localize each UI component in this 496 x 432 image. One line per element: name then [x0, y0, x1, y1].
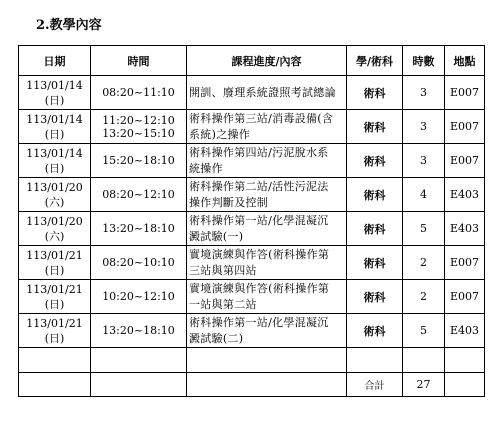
time-text: 11:20~12:10 — [102, 113, 175, 127]
hours-cell: 5 — [403, 314, 445, 348]
content-text: 術科操作第二站/活性污泥法 — [189, 179, 329, 193]
table-row — [19, 110, 485, 144]
type-cell: 術科 — [347, 314, 403, 348]
content-cell — [187, 76, 347, 110]
date-cell — [19, 212, 91, 246]
type-cell: 術科 — [347, 178, 403, 212]
weekday-text: (日) — [44, 263, 65, 277]
total-hours: 27 — [403, 373, 445, 397]
content-cell — [187, 144, 347, 178]
empty-cell — [187, 373, 347, 397]
type-cell: 術科 — [347, 110, 403, 144]
header-time: 時間 — [91, 46, 187, 76]
location-cell: E007 — [445, 144, 485, 178]
content-text: 澱試驗(二) — [189, 331, 244, 345]
location-cell: E403 — [445, 178, 485, 212]
type-cell: 術科 — [347, 76, 403, 110]
hours-cell: 5 — [403, 212, 445, 246]
time-cell — [91, 178, 187, 212]
table-row — [19, 212, 485, 246]
content-text: 實境演練與作答(術科操作第 — [189, 247, 330, 261]
header-location: 地點 — [445, 46, 485, 76]
empty-cell — [403, 348, 445, 373]
date-text: 113/01/21 — [26, 316, 83, 330]
time-text: 08:20~11:10 — [102, 86, 175, 99]
content-cell — [187, 314, 347, 348]
table-row — [19, 314, 485, 348]
content-text: 術科操作第三站/消毒設備(含 — [189, 111, 334, 125]
hours-cell: 2 — [403, 280, 445, 314]
location-cell: E007 — [445, 246, 485, 280]
time-text: 13:20~18:10 — [102, 324, 175, 337]
date-text: 113/01/20 — [26, 214, 83, 228]
date-cell — [19, 246, 91, 280]
date-cell — [19, 110, 91, 144]
time-text: 13:20~15:10 — [102, 126, 175, 140]
date-text: 113/01/14 — [26, 112, 83, 126]
date-cell — [19, 144, 91, 178]
header-row — [19, 46, 485, 76]
time-text: 10:20~12:10 — [102, 290, 175, 303]
empty-cell — [91, 373, 187, 397]
empty-cell — [187, 348, 347, 373]
time-text: 08:20~10:10 — [102, 256, 175, 269]
location-cell: E007 — [445, 110, 485, 144]
time-cell — [91, 110, 187, 144]
weekday-text: (日) — [44, 331, 65, 345]
hours-cell: 2 — [403, 246, 445, 280]
weekday-text: (日) — [44, 161, 65, 175]
time-cell — [91, 246, 187, 280]
content-text: 統操作 — [189, 161, 223, 175]
time-text: 08:20~12:10 — [102, 188, 175, 201]
section-title: 2.教學內容 — [36, 18, 102, 33]
total-label: 合計 — [347, 373, 403, 397]
location-cell: E403 — [445, 314, 485, 348]
date-cell — [19, 76, 91, 110]
empty-cell — [445, 348, 485, 373]
table-row — [19, 178, 485, 212]
date-text: 113/01/14 — [26, 78, 83, 92]
table-row — [19, 76, 485, 110]
hours-cell: 3 — [403, 110, 445, 144]
empty-cell — [347, 348, 403, 373]
type-cell: 術科 — [347, 212, 403, 246]
time-text: 15:20~18:10 — [102, 154, 175, 167]
time-cell — [91, 280, 187, 314]
weekday-text: (六) — [44, 195, 65, 209]
empty-cell — [445, 373, 485, 397]
content-text: 術科操作第四站/污泥脫水系 — [189, 145, 329, 159]
hours-cell: 3 — [403, 76, 445, 110]
header-date: 日期 — [19, 46, 91, 76]
content-cell — [187, 246, 347, 280]
content-text: 三站與第四站 — [189, 263, 257, 277]
content-text: 開訓、廢理系統證照考試總論 — [189, 85, 336, 99]
hours-cell: 3 — [403, 144, 445, 178]
type-cell: 術科 — [347, 246, 403, 280]
location-cell: E007 — [445, 280, 485, 314]
date-text: 113/01/20 — [26, 180, 83, 194]
content-text: 操作判斷及控制 — [189, 195, 269, 209]
empty-cell — [19, 348, 91, 373]
content-text: 一站與第二站 — [189, 297, 257, 311]
weekday-text: (日) — [44, 93, 65, 107]
date-text: 113/01/21 — [26, 248, 83, 262]
weekday-text: (日) — [44, 297, 65, 311]
time-cell — [91, 76, 187, 110]
table-row — [19, 280, 485, 314]
location-cell: E403 — [445, 212, 485, 246]
content-text: 系統)之操作 — [189, 127, 251, 141]
time-cell — [91, 314, 187, 348]
content-cell — [187, 110, 347, 144]
table-row — [19, 246, 485, 280]
content-cell — [187, 212, 347, 246]
content-cell — [187, 178, 347, 212]
type-cell: 術科 — [347, 144, 403, 178]
content-text: 實境演練與作答(術科操作第 — [189, 281, 330, 295]
time-text: 13:20~18:10 — [102, 222, 175, 235]
empty-cell — [19, 373, 91, 397]
date-cell — [19, 314, 91, 348]
header-content: 課程進度/內容 — [187, 46, 347, 76]
date-text: 113/01/21 — [26, 282, 83, 296]
header-hours: 時數 — [403, 46, 445, 76]
type-cell: 術科 — [347, 280, 403, 314]
date-text: 113/01/14 — [26, 146, 83, 160]
time-cell — [91, 144, 187, 178]
content-text: 術科操作第一站/化學混凝沉 — [189, 213, 329, 227]
empty-row — [19, 348, 485, 373]
empty-cell — [91, 348, 187, 373]
content-text: 術科操作第一站/化學混凝沉 — [189, 315, 329, 329]
weekday-text: (六) — [44, 229, 65, 243]
date-cell — [19, 178, 91, 212]
header-type: 學/術科 — [347, 46, 403, 76]
hours-cell: 4 — [403, 178, 445, 212]
total-row — [19, 373, 485, 397]
content-text: 澱試驗(一) — [189, 229, 244, 243]
date-cell — [19, 280, 91, 314]
table-row — [19, 144, 485, 178]
schedule-table — [18, 45, 485, 397]
time-cell — [91, 212, 187, 246]
weekday-text: (日) — [44, 127, 65, 141]
location-cell: E007 — [445, 76, 485, 110]
content-cell — [187, 280, 347, 314]
